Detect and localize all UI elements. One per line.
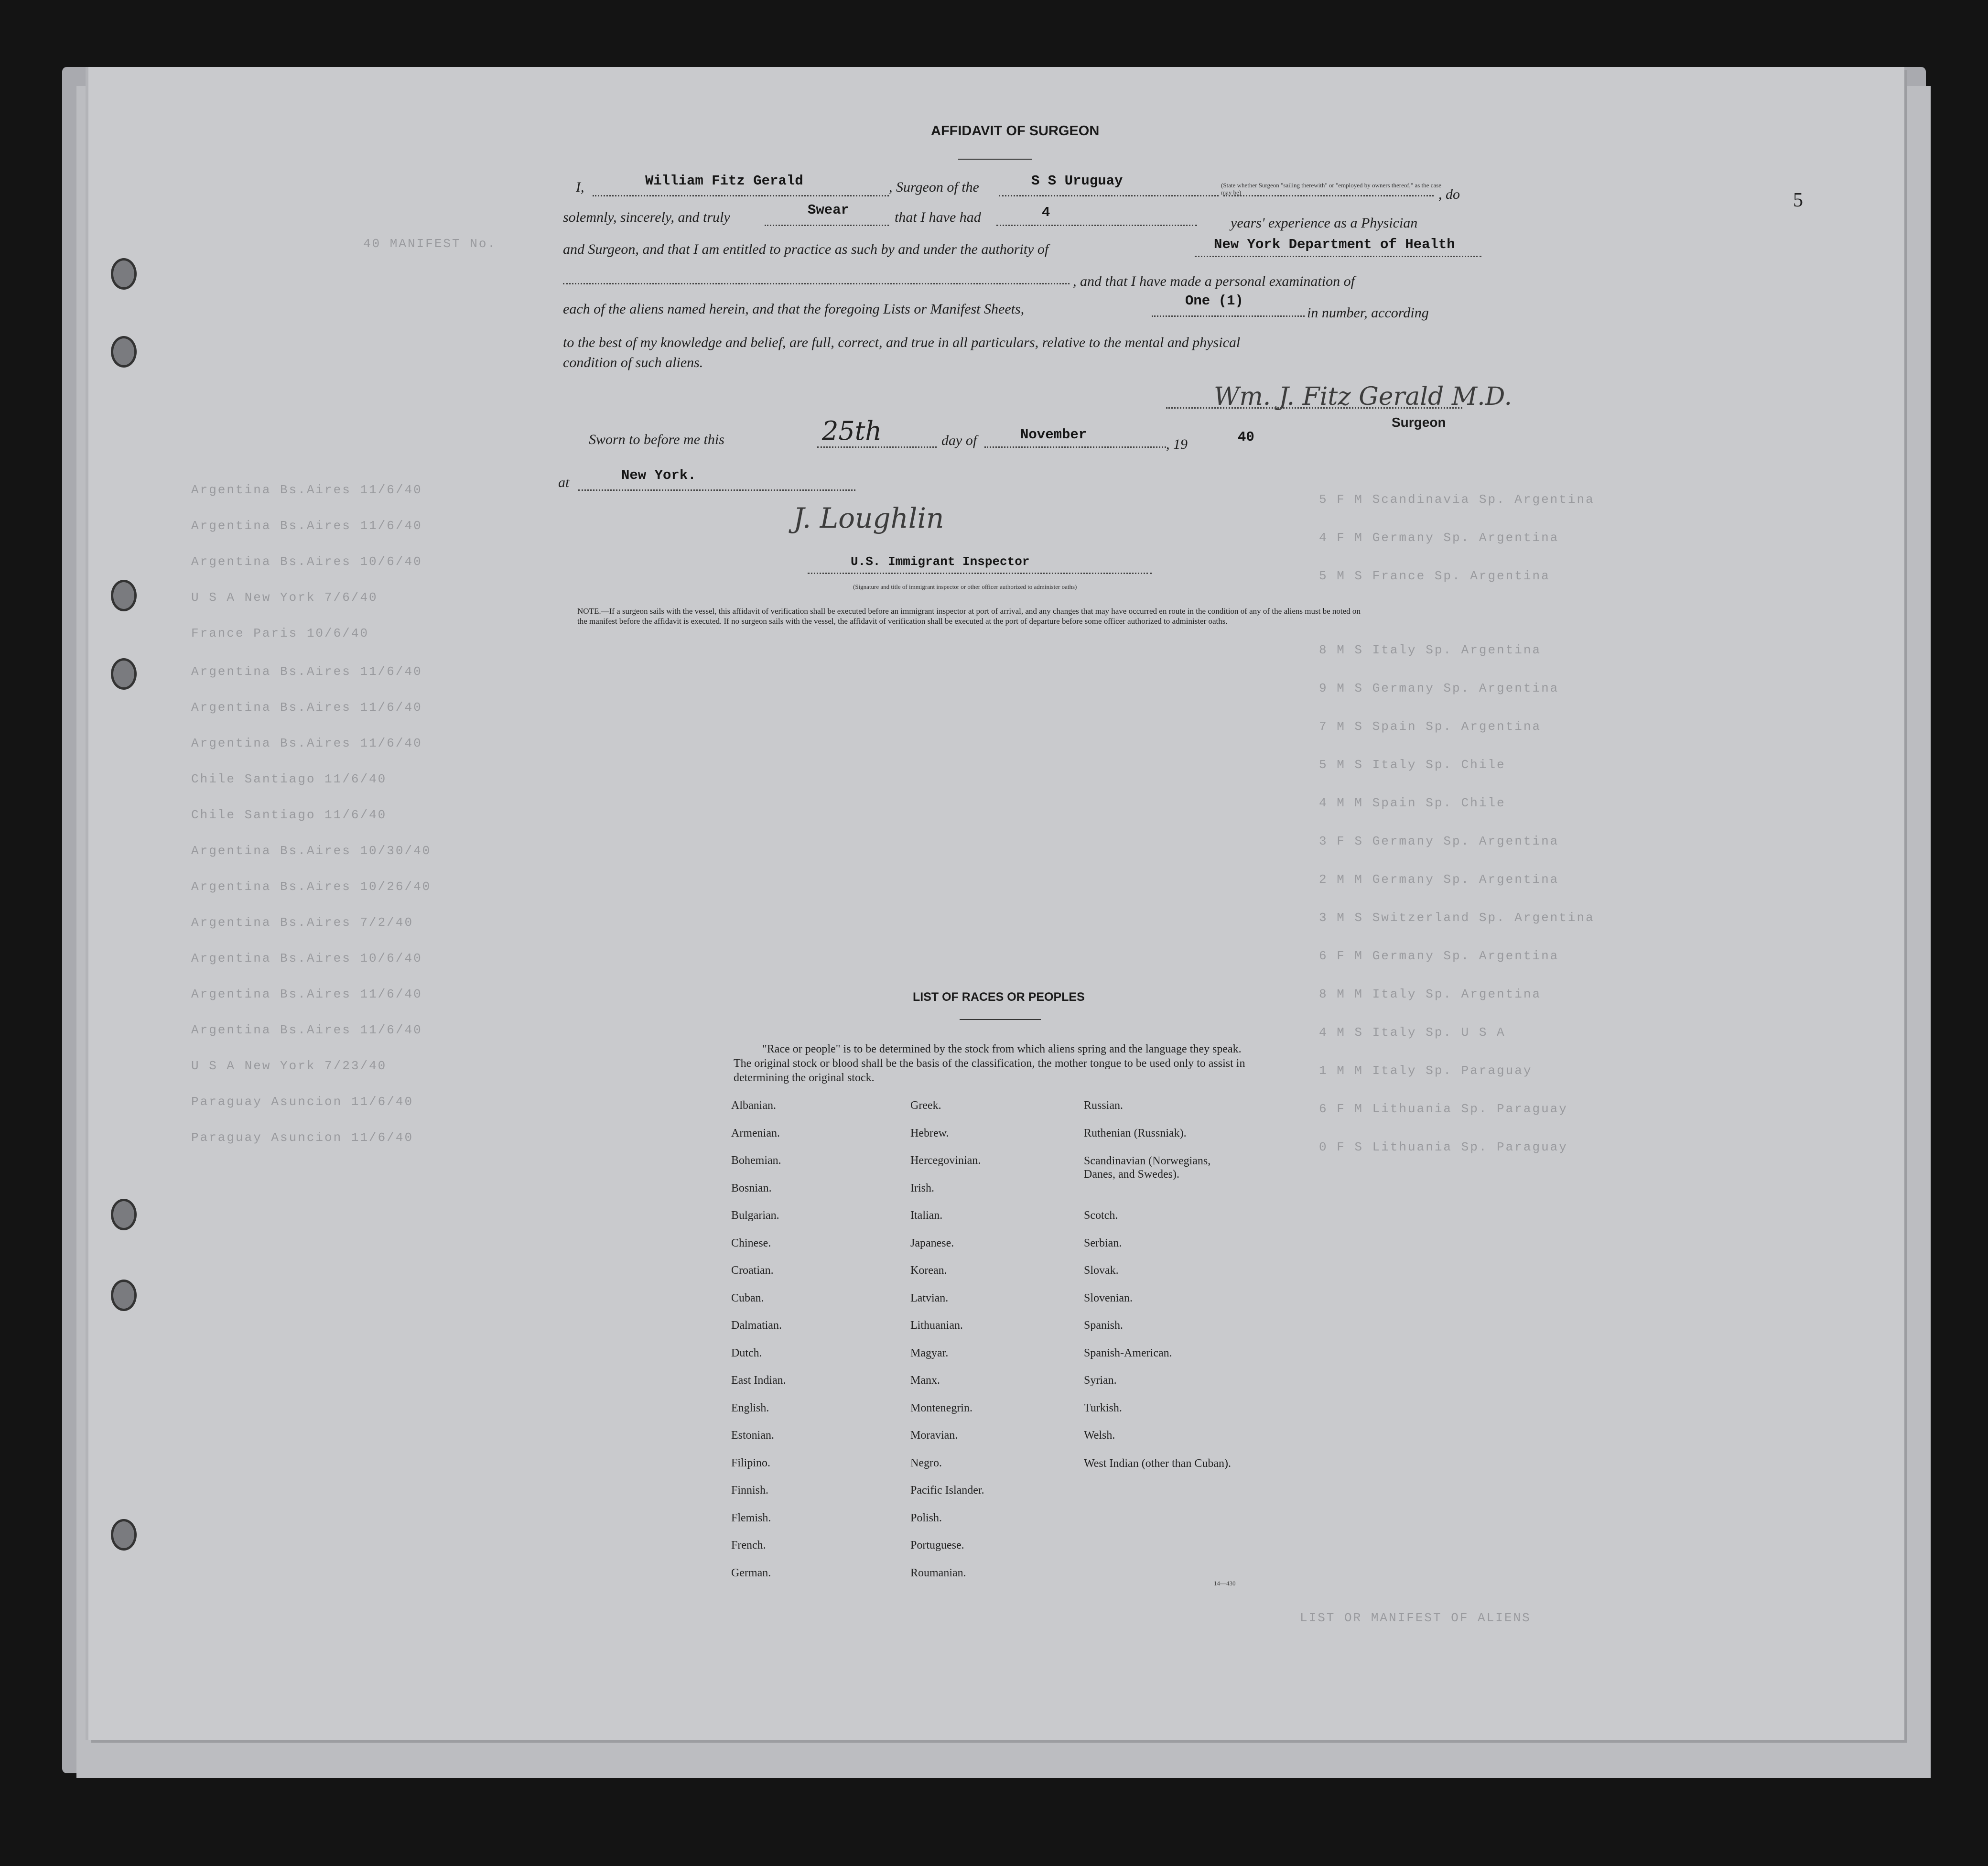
- races-column-2: [910, 1099, 984, 1594]
- race-item: Finnish.: [731, 1484, 769, 1497]
- race-item: Flemish.: [731, 1511, 771, 1524]
- race-item: Spanish-American.: [1084, 1346, 1172, 1359]
- manifest-sheet: [88, 67, 1904, 1740]
- race-item: Greek.: [910, 1099, 941, 1112]
- race-item: Bulgarian.: [731, 1209, 779, 1222]
- binder-hole: [111, 580, 137, 611]
- race-item: Spanish.: [1084, 1319, 1124, 1332]
- line4-prefix: and Surgeon, and that I am entitled to practice as such by and under the authority of: [563, 241, 1049, 257]
- race-item: Portuguese.: [910, 1539, 964, 1551]
- dotted-rule: [808, 573, 1152, 574]
- races-title: LIST OF RACES OR PEOPLES: [913, 990, 1085, 1004]
- race-item: Slovenian.: [1084, 1291, 1133, 1304]
- oath-word: Swear: [808, 202, 850, 218]
- race-item: Bosnian.: [731, 1182, 772, 1194]
- dotted-rule: [996, 225, 1197, 226]
- surgeon-signature: Wm. J. Fitz Gerald M.D.: [1214, 382, 1512, 411]
- line6-suffix: in number, according: [1307, 305, 1429, 321]
- races-column-1: [731, 1099, 786, 1594]
- race-item: Italian.: [910, 1209, 943, 1222]
- race-item: Negro.: [910, 1456, 942, 1469]
- race-item: East Indian.: [731, 1374, 786, 1387]
- race-item: Hebrew.: [910, 1127, 949, 1139]
- dotted-rule: [563, 283, 1070, 284]
- sworn-year: 40: [1238, 429, 1254, 445]
- line3-suffix: years' experience as a Physician: [1231, 215, 1418, 231]
- inspector-title: U.S. Immigrant Inspector: [851, 554, 1030, 569]
- sheet-count: One (1): [1185, 293, 1243, 309]
- surgeon-label: Surgeon: [1392, 415, 1446, 430]
- race-item: German.: [731, 1566, 771, 1579]
- binder-hole: [111, 1519, 137, 1551]
- race-item: Ruthenian (Russniak).: [1084, 1127, 1187, 1139]
- race-item: Lithuanian.: [910, 1319, 963, 1332]
- race-item: Irish.: [910, 1182, 934, 1194]
- affidavit-title: AFFIDAVIT OF SURGEON: [931, 123, 1100, 139]
- sworn-month: November: [1020, 427, 1087, 443]
- inspector-caption: (Signature and title of immigrant inspector or other officer authorized to administer oaths): [853, 583, 1077, 590]
- race-item: Korean.: [910, 1264, 947, 1277]
- races-intro: "Race or people" is to be determined by the stock from which aliens spring and the language they speak. The original stock or blood shall be the basis of the classification, the mother tongue to be used only to assist in determining the original stock.: [734, 1043, 1245, 1084]
- race-item: Polish.: [910, 1511, 942, 1524]
- line8: condition of such aliens.: [563, 355, 703, 370]
- race-item: Russian.: [1084, 1099, 1124, 1112]
- place-of-oath: New York.: [621, 467, 696, 483]
- owner-note: (State whether Surgeon "sailing therewith" or "employed by owners thereof," as the case may be): [1221, 182, 1442, 196]
- race-item: Dutch.: [731, 1346, 762, 1359]
- line2-prefix: solemnly, sincerely, and truly: [563, 209, 730, 225]
- race-item: Syrian.: [1084, 1374, 1117, 1387]
- race-item: Welsh.: [1084, 1429, 1115, 1442]
- race-item: Bohemian.: [731, 1154, 781, 1167]
- race-item: Estonian.: [731, 1429, 774, 1442]
- line6-prefix: each of the aliens named herein, and that the foregoing Lists or Manifest Sheets,: [563, 301, 1025, 317]
- sworn-day: 25th: [822, 416, 882, 446]
- line1-prefix: I,: [576, 179, 584, 195]
- line2-mid: that I have had: [895, 209, 981, 225]
- race-item: English.: [731, 1401, 769, 1414]
- line1-suffix: , do: [1438, 186, 1460, 202]
- dotted-rule: [1195, 256, 1481, 257]
- race-item: Chinese.: [731, 1237, 771, 1249]
- race-item: Armenian.: [731, 1127, 780, 1139]
- dotted-rule: [593, 195, 889, 196]
- races-title-underline: [960, 1019, 1041, 1020]
- line5-suffix: , and that I have made a personal examination of: [1073, 273, 1355, 289]
- surgeon-name: William Fitz Gerald: [645, 173, 803, 189]
- licensing-authority: New York Department of Health: [1214, 237, 1455, 252]
- race-item: Croatian.: [731, 1264, 774, 1277]
- race-item: Filipino.: [731, 1456, 771, 1469]
- dotted-rule: [999, 195, 1219, 196]
- sworn-prefix: Sworn to before me this: [589, 432, 724, 447]
- dotted-rule: [765, 225, 889, 226]
- sheet-number: 5: [1793, 189, 1803, 211]
- binder-hole: [111, 258, 137, 290]
- inspector-signature: J. Loughlin: [793, 502, 944, 534]
- race-item: Latvian.: [910, 1291, 949, 1304]
- title-underline: [958, 159, 1032, 160]
- dotted-rule: [1152, 315, 1305, 317]
- race-item: Serbian.: [1084, 1237, 1122, 1249]
- race-item: Roumanian.: [910, 1566, 966, 1579]
- binder-hole: [111, 658, 137, 690]
- race-item: French.: [731, 1539, 766, 1551]
- race-item: Dalmatian.: [731, 1319, 782, 1332]
- race-item: Scandinavian (Norwegians, Danes, and Swedes).: [1084, 1155, 1211, 1181]
- binder-hole: [111, 336, 137, 368]
- form-number: 14—430: [1214, 1580, 1236, 1587]
- race-item: Hercegovinian.: [910, 1154, 981, 1167]
- race-item: Albanian.: [731, 1099, 776, 1112]
- race-item: Montenegrin.: [910, 1401, 972, 1414]
- race-item: Cuban.: [731, 1291, 764, 1304]
- race-item: Scotch.: [1084, 1209, 1118, 1222]
- race-item: Japanese.: [910, 1237, 954, 1249]
- race-item: West Indian (other than Cuban).: [1084, 1457, 1231, 1470]
- race-item: Manx.: [910, 1374, 940, 1387]
- race-item: Turkish.: [1084, 1401, 1122, 1414]
- binder-hole: [111, 1199, 137, 1230]
- race-item: Slovak.: [1084, 1264, 1119, 1277]
- dotted-rule: [984, 446, 1166, 448]
- line7: to the best of my knowledge and belief, are full, correct, and true in all particulars, relative to the mental and physical: [563, 335, 1241, 350]
- vessel-name: S S Uruguay: [1031, 173, 1123, 189]
- line1-mid: , Surgeon of the: [889, 179, 979, 195]
- at-label: at: [558, 475, 570, 490]
- affidavit-note: NOTE.—If a surgeon sails with the vessel, this affidavit of verification shall be executed before an immigrant inspector at port of arrival, and any changes that may have occurred en route in the condition of any of the aliens must be noted on the manifest before the affidavit is executed. If no surgeon sails with the vessel, the affidavit of verification shall be executed at the port of departure before some officer authorized to administer oaths.: [577, 607, 1361, 626]
- race-item: [1084, 1195, 1237, 1209]
- races-column-3: [1084, 1099, 1237, 1484]
- sworn-mid: day of: [941, 433, 977, 448]
- years-experience: 4: [1042, 205, 1050, 220]
- signature-rule: [1166, 407, 1462, 409]
- race-item: Pacific Islander.: [910, 1484, 984, 1497]
- race-item: Moravian.: [910, 1429, 958, 1442]
- dotted-rule: [817, 446, 937, 448]
- binder-hole: [111, 1280, 137, 1311]
- sworn-year-prefix: , 19: [1166, 436, 1188, 452]
- race-item: Magyar.: [910, 1346, 949, 1359]
- dotted-rule: [578, 489, 855, 491]
